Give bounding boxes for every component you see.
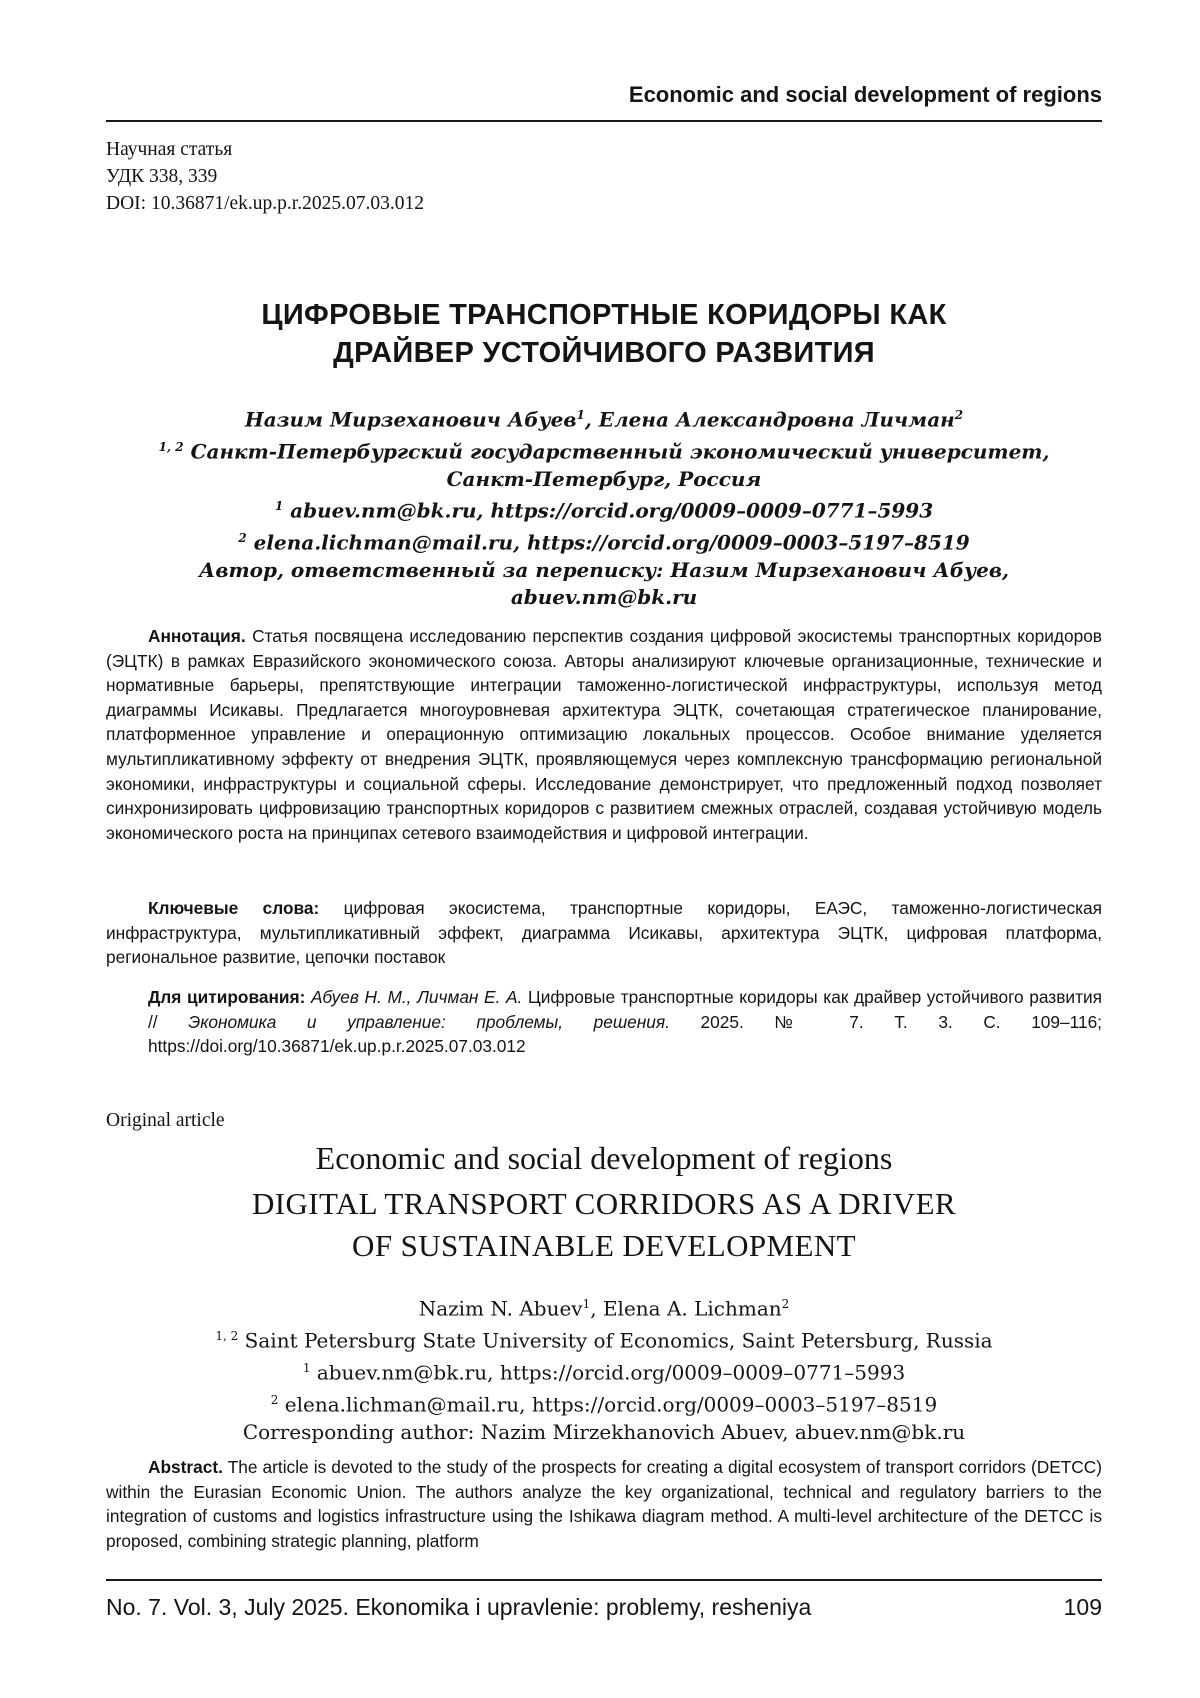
ru-affil-text: Санкт-Петербургский государственный экономический университет, Санкт-Петербург, Россия <box>190 439 1050 491</box>
en-author-sep: , <box>590 1296 603 1321</box>
en-author-1: Nazim N. Abuev <box>418 1296 583 1321</box>
article-type: Научная статья <box>106 139 233 160</box>
ru-abstract-label: Аннотация. <box>148 626 246 646</box>
ru-author-block <box>150 402 1058 611</box>
ru-title-line-2: ДРАЙВЕР УСТОЙЧИВОГО РАЗВИТИЯ <box>333 337 875 369</box>
en-email-1-text: abuev.nm@bk.ru, https://orcid.org/0009–0009–0771–5993 <box>316 1360 906 1385</box>
en-section-title: Economic and social development of regions <box>315 1140 893 1176</box>
ru-cite-label: Для цитирования: <box>148 987 306 1007</box>
ru-author-2: Елена Александровна Личман <box>598 407 955 432</box>
ru-email-2 <box>150 525 1058 557</box>
en-article-type: Original article <box>106 1110 225 1131</box>
en-email-1 <box>106 1355 1102 1387</box>
footer-journal: No. 7. Vol. 3, July 2025. Ekonomika i upravlenie: problemy, resheniya <box>106 1594 812 1620</box>
ru-author-sep: , <box>584 407 599 432</box>
en-affil-text: Saint Petersburg State University of Economics, Saint Petersburg, Russia <box>244 1328 993 1353</box>
en-affil-sup: 1, 2 <box>215 1328 239 1343</box>
ru-email-1-sup: 1 <box>274 498 284 513</box>
en-title-line-2: OF SUSTAINABLE DEVELOPMENT <box>352 1228 856 1263</box>
ru-author-2-sup: 2 <box>954 408 964 422</box>
ru-title <box>106 296 1102 372</box>
en-email-2-text: elena.lichman@mail.ru, https://orcid.org/0009–0003–5197–8519 <box>284 1392 938 1417</box>
ru-authors-line <box>150 402 1058 434</box>
en-email-1-sup: 1 <box>302 1360 311 1375</box>
ru-abstract-text: Статья посвящена исследованию перспектив создания цифровой экосистемы транспортных коридоров (ЭЦТК) в рамках Евразийского экономического союза. Авторы анализируют ключевые организационные, технические и нормативные барьеры, препятствующие интеграции таможенно-логистической инфраструктуры, используя метод диаграммы Исикавы. Предлагается многоуровневая архитектура ЭЦТК, сочетающая стратегическое планирование, платформенное управление и операционную оптимизацию локальных процессов. Особое внимание уделяется мультипликативному эффекту от внедрения ЭЦТК, проявляющемуся через комплексную трансформацию региональной экономики, инфраструктуры и социальной сферы. Исследование демонстрирует, что предложенный подход позволяет синхронизировать цифровизацию транспортных коридоров с развитием смежных отраслей, создавая устойчивую модель экономического роста на принципах сетевого взаимодействия и цифровой интеграции. <box>106 626 1102 843</box>
ru-citation <box>148 985 1102 1059</box>
doi: DOI: 10.36871/ek.up.p.r.2025.07.03.012 <box>106 193 424 214</box>
page-number: 109 <box>1063 1594 1102 1620</box>
ru-author-1: Назим Мирзеханович Абуев <box>244 407 577 432</box>
en-corresponding-author: Corresponding author: Nazim Mirzekhanovich Abuev, abuev.nm@bk.ru <box>242 1419 966 1444</box>
header-rule <box>106 120 1102 122</box>
ru-keywords-label: Ключевые слова: <box>148 898 320 918</box>
en-authors-line <box>106 1291 1102 1323</box>
ru-cite-journal: Экономика и управление: проблемы, решения. <box>188 1011 670 1032</box>
en-author-block <box>106 1291 1102 1446</box>
udc-code: УДК 338, 339 <box>106 166 218 187</box>
ru-author-1-sup: 1 <box>576 408 585 422</box>
ru-email-2-sup: 2 <box>238 530 247 545</box>
ru-cite-rest: 2025. № 7. Т. 3. С. 109–116; https://doi.org/10.36871/ek.up.p.r.2025.07.03.012 <box>148 1011 1102 1057</box>
running-header: Economic and social development of regions <box>628 82 1102 107</box>
en-author-1-sup: 1 <box>582 1297 591 1311</box>
ru-email-1-text: abuev.nm@bk.ru, https://orcid.org/0009–0009–0771–5993 <box>290 498 934 523</box>
ru-keywords-text: цифровая экосистема, транспортные коридоры, ЕАЭС, таможенно-логистическая инфраструктура, мультипликативный эффект, диаграмма Исикавы, архитектура ЭЦТК, цифровая платформа, региональное развитие, цепочки поставок <box>106 898 1102 968</box>
page-footer <box>106 1594 1102 1621</box>
en-title <box>106 1183 1102 1267</box>
article-meta <box>106 136 1102 217</box>
ru-abstract <box>106 624 1102 845</box>
en-affiliation <box>106 1323 1102 1355</box>
footer-rule <box>106 1579 1102 1581</box>
en-author-2-sup: 2 <box>781 1297 790 1311</box>
ru-affiliation <box>150 434 1058 493</box>
ru-keywords <box>106 896 1102 970</box>
en-abstract-label: Abstract. <box>148 1457 223 1477</box>
ru-affil-sup: 1, 2 <box>158 439 184 454</box>
en-title-line-1: DIGITAL TRANSPORT CORRIDORS AS A DRIVER <box>252 1186 956 1221</box>
en-abstract <box>106 1455 1102 1553</box>
en-author-2: Elena A. Lichman <box>602 1296 782 1321</box>
en-email-2 <box>106 1387 1102 1419</box>
en-abstract-text: The article is devoted to the study of the prospects for creating a digital ecosystem of transport corridors (DETCC) within the Eurasian Economic Union. The authors analyze the key organizational, technical and regulatory barriers to the integration of customs and logistics infrastructure using the Ishikawa diagram method. A multi-level architecture of the DETCC is proposed, combining strategic planning, platform <box>106 1457 1102 1551</box>
ru-cite-authors: Абуев Н. М., Личман Е. А. <box>310 987 523 1007</box>
ru-email-2-text: elena.lichman@mail.ru, https://orcid.org/0009–0003–5197–8519 <box>253 530 970 555</box>
ru-cite-title: Цифровые транспортные коридоры как драйвер устойчивого развития // <box>148 987 1102 1032</box>
ru-corresponding-author: Автор, ответственный за переписку: Назим Мирзеханович Абуев, abuev.nm@bk.ru <box>199 557 1009 609</box>
ru-email-1 <box>150 493 1058 525</box>
ru-title-line-1: ЦИФРОВЫЕ ТРАНСПОРТНЫЕ КОРИДОРЫ КАК <box>261 299 947 331</box>
en-email-2-sup: 2 <box>270 1392 279 1407</box>
